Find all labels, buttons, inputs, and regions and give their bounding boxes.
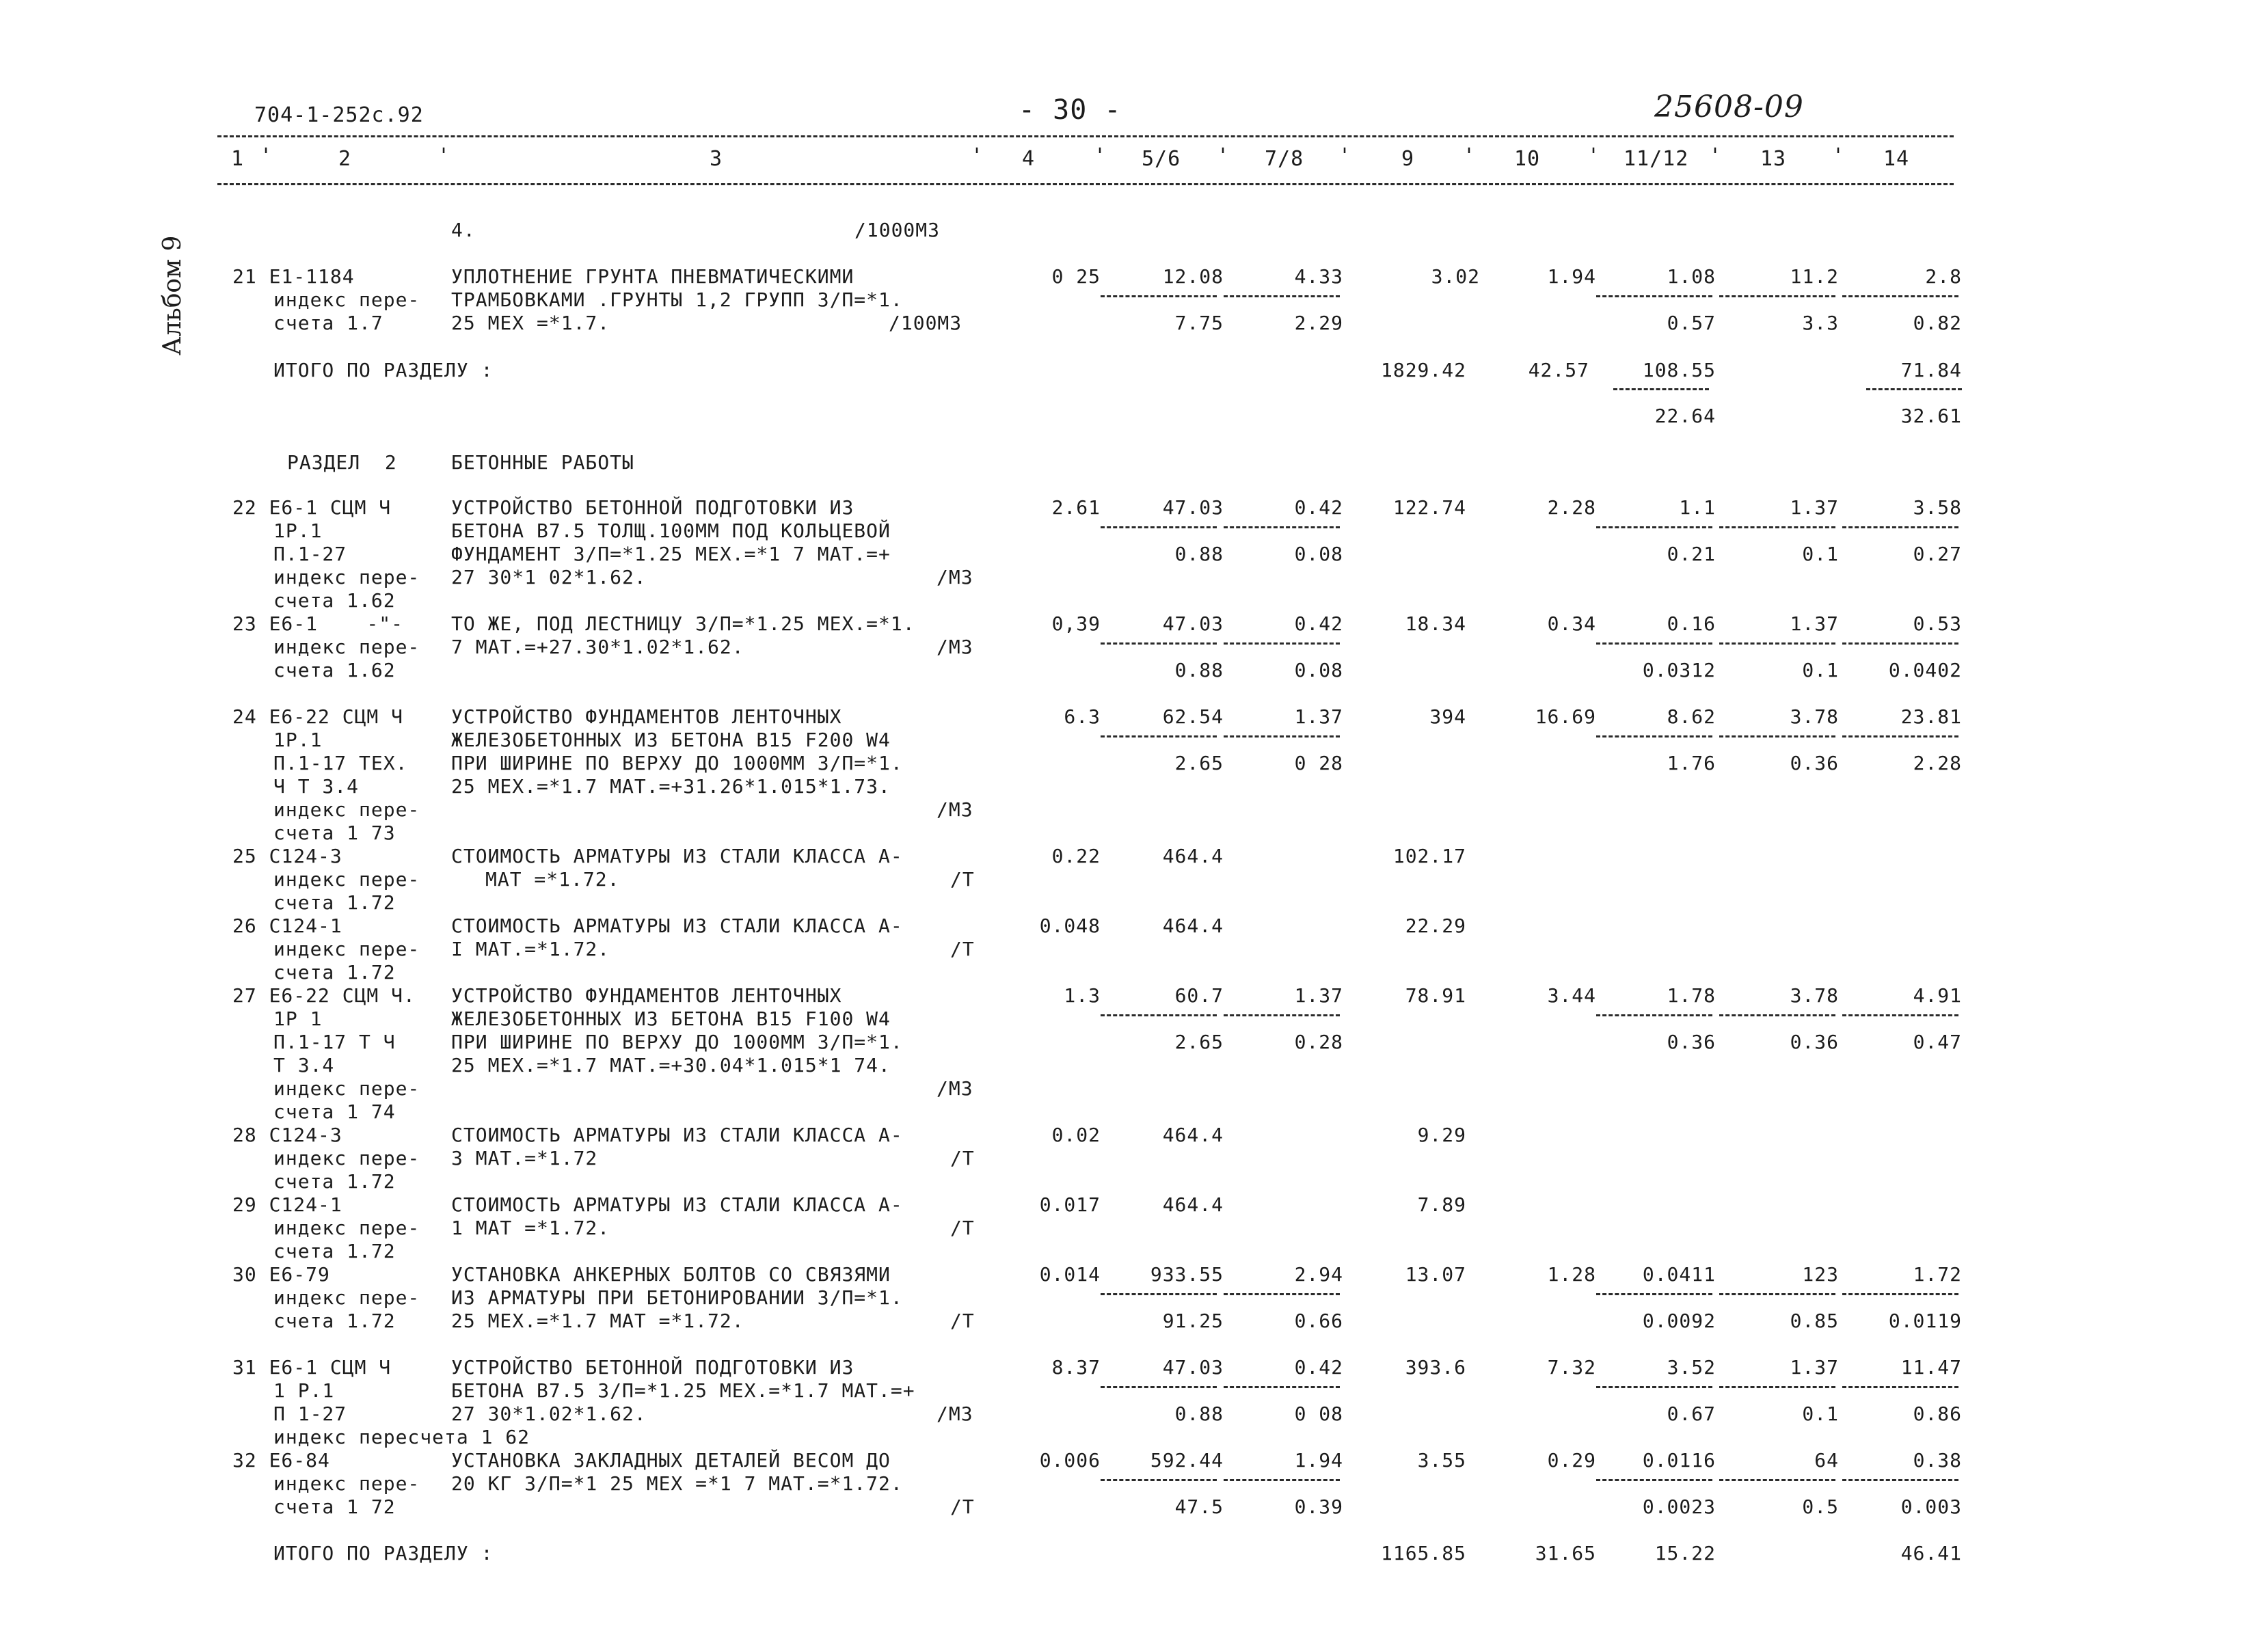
value-cell: 7.32 (1547, 1356, 1596, 1379)
value-cell: 0.048 (1039, 915, 1101, 937)
value-cell: 933.55 (1150, 1263, 1224, 1286)
value-cell: 47.5 (1174, 1495, 1224, 1518)
value-cell: 0.34 (1547, 612, 1596, 635)
value-cell: 0 25 (1051, 265, 1101, 288)
text-line: счета 1.72 (273, 1170, 396, 1193)
text-line: /Т (950, 868, 975, 891)
value-cell: 0.42 (1294, 496, 1343, 519)
text-line: 27 Е6-22 СЦМ Ч. (232, 984, 416, 1007)
fraction-line (1224, 526, 1340, 528)
fraction-line (1224, 295, 1340, 297)
value-cell: 1.1 (1679, 496, 1716, 519)
text-line: 7 МАТ.=+27.30*1.02*1.62. (451, 636, 744, 658)
value-cell: 1.37 (1790, 496, 1839, 519)
fraction-line (1101, 1479, 1217, 1481)
fraction-line (1101, 1014, 1217, 1016)
value-cell: 464.4 (1162, 915, 1224, 937)
value-cell: 4.91 (1913, 984, 1962, 1007)
value-cell: 46.41 (1900, 1542, 1962, 1565)
value-cell: 64 (1814, 1449, 1839, 1472)
value-cell: 0.67 (1667, 1403, 1716, 1425)
fraction-line (1719, 735, 1835, 737)
column-header-10: 10 (1514, 147, 1541, 171)
page-number: - 30 - (1019, 94, 1122, 126)
value-cell: 0.38 (1913, 1449, 1962, 1472)
value-cell: 2.94 (1294, 1263, 1343, 1286)
value-cell: 1.3 (1064, 984, 1101, 1007)
text-line: /Т (950, 938, 975, 960)
album-number: 25608-09 (1654, 90, 1804, 124)
value-cell: 0.42 (1294, 612, 1343, 635)
value-cell: 0 28 (1294, 752, 1343, 774)
value-cell: 22.29 (1405, 915, 1466, 937)
text-line: 32 Е6-84 (232, 1449, 330, 1472)
fraction-line (1224, 1479, 1340, 1481)
value-cell: 2.28 (1913, 752, 1962, 774)
text-line: 1 МАТ =*1.72. (451, 1217, 610, 1239)
value-cell: 3.78 (1790, 984, 1839, 1007)
value-cell: 1.94 (1294, 1449, 1343, 1472)
fraction-line (1101, 735, 1217, 737)
column-separator: ' (1832, 144, 1846, 168)
text-line: ПРИ ШИРИНЕ ПО ВЕРХУ ДО 1000ММ З/П=*1. (451, 752, 903, 774)
value-cell: 78.91 (1405, 984, 1466, 1007)
text-line: 1 Р.1 (273, 1379, 335, 1402)
fraction-line (1224, 1293, 1340, 1295)
fraction-line (1224, 1386, 1340, 1388)
value-cell: 60.7 (1174, 984, 1224, 1007)
fraction-line (1596, 295, 1712, 297)
value-cell: 1.37 (1790, 612, 1839, 635)
text-line: СТОИМОСТЬ АРМАТУРЫ ИЗ СТАЛИ КЛАССА А- (451, 915, 903, 937)
value-cell: 8.62 (1667, 705, 1716, 728)
column-separator: ' (437, 144, 451, 168)
text-line: 3 МАТ.=*1.72 (451, 1147, 598, 1169)
column-header-4: 4 (1022, 147, 1036, 171)
fraction-line (1719, 642, 1835, 645)
value-cell: 122.74 (1392, 496, 1466, 519)
text-line: 23 Е6-1 -"- (232, 612, 404, 635)
column-header-9: 9 (1401, 147, 1415, 171)
text-line: УСТАНОВКА АНКЕРНЫХ БОЛТОВ СО СВЯЗЯМИ (451, 1263, 891, 1286)
value-cell: 0.36 (1790, 1031, 1839, 1053)
text-line: ФУНДАМЕНТ З/П=*1.25 МЕХ.=*1 7 МАТ.=+ (451, 543, 891, 565)
text-line: индекс пере- (273, 798, 420, 821)
fraction-line (1842, 735, 1958, 737)
text-line: ИЗ АРМАТУРЫ ПРИ БЕТОНИРОВАНИИ З/П=*1. (451, 1286, 903, 1309)
value-cell: 2.65 (1174, 1031, 1224, 1053)
fraction-line (1101, 642, 1217, 645)
text-line: /М3 (937, 1403, 973, 1425)
value-cell: 47.03 (1162, 1356, 1224, 1379)
value-cell: 464.4 (1162, 1193, 1224, 1216)
text-line: /Т (950, 1147, 975, 1169)
text-line: РАЗДЕЛ 2 (287, 451, 397, 474)
text-line: счета 1 72 (273, 1495, 396, 1518)
text-line: 25 МЕХ =*1.7. (451, 312, 610, 334)
value-cell: 0.0116 (1642, 1449, 1716, 1472)
text-line: индекс пере- (273, 636, 420, 658)
column-separator: ' (971, 144, 984, 168)
fraction-line (1224, 735, 1340, 737)
value-cell: 102.17 (1392, 845, 1466, 867)
value-cell: 0.28 (1294, 1031, 1343, 1053)
fraction-line (1719, 295, 1835, 297)
text-line: /М3 (937, 566, 973, 588)
text-line: ПРИ ШИРИНЕ ПО ВЕРХУ ДО 1000ММ З/П=*1. (451, 1031, 903, 1053)
value-cell: 0.85 (1790, 1310, 1839, 1332)
value-cell: 464.4 (1162, 1124, 1224, 1146)
text-line: счета 1.7 (273, 312, 383, 334)
text-line: индекс пере- (273, 566, 420, 588)
text-line: 25 МЕХ.=*1.7 МАТ.=+31.26*1.015*1.73. (451, 775, 891, 798)
value-cell: 0.57 (1667, 312, 1716, 334)
value-cell: 62.54 (1162, 705, 1224, 728)
fraction-line (1596, 642, 1712, 645)
value-cell: 0.53 (1913, 612, 1962, 635)
value-cell: 0.1 (1802, 543, 1839, 565)
text-line: ИТОГО ПО РАЗДЕЛУ : (273, 1542, 494, 1565)
value-cell: 0.29 (1547, 1449, 1596, 1472)
text-line: 29 С124-1 (232, 1193, 342, 1216)
value-cell: 3.44 (1547, 984, 1596, 1007)
value-cell: 0.88 (1174, 543, 1224, 565)
text-line: Ч Т 3.4 (273, 775, 360, 798)
fraction-line (1596, 1293, 1712, 1295)
value-cell: 0.36 (1790, 752, 1839, 774)
column-header-13: 13 (1760, 147, 1787, 171)
text-line: 22 Е6-1 СЦМ Ч (232, 496, 392, 519)
value-cell: 15.22 (1654, 1542, 1716, 1565)
value-cell: 3.55 (1417, 1449, 1466, 1472)
value-cell: 4.33 (1294, 265, 1343, 288)
value-cell: 0 08 (1294, 1403, 1343, 1425)
text-line: 25 МЕХ.=*1.7 МАТ.=+30.04*1.015*1 74. (451, 1054, 891, 1076)
text-line: 31 Е6-1 СЦМ Ч (232, 1356, 392, 1379)
value-cell: 7.89 (1417, 1193, 1466, 1216)
text-line: 26 С124-1 (232, 915, 342, 937)
value-cell: 123 (1802, 1263, 1839, 1286)
value-cell: 91.25 (1162, 1310, 1224, 1332)
text-line: /Т (950, 1495, 975, 1518)
fraction-line (1101, 526, 1217, 528)
value-cell: 1.37 (1294, 984, 1343, 1007)
fraction-line (1596, 526, 1712, 528)
value-cell: 71.84 (1900, 359, 1962, 381)
fraction-line (1719, 526, 1835, 528)
value-cell: 3.3 (1802, 312, 1839, 334)
value-cell: 0.42 (1294, 1356, 1343, 1379)
text-line: ТО ЖЕ, ПОД ЛЕСТНИЦУ З/П=*1.25 МЕХ.=*1. (451, 612, 915, 635)
fraction-line (1613, 388, 1709, 390)
value-cell: 0.88 (1174, 659, 1224, 681)
fraction-line (1866, 388, 1962, 390)
text-line: БЕТОНА В7.5 ТОЛЩ.100ММ ПОД КОЛЬЦЕВОЙ (451, 519, 891, 542)
text-line: индекс пере- (273, 1217, 420, 1239)
text-line: индекс пере- (273, 1286, 420, 1309)
value-cell: 42.57 (1528, 359, 1589, 381)
fraction-line (1842, 1014, 1958, 1016)
value-cell: 0.0312 (1642, 659, 1716, 681)
text-line: Т 3.4 (273, 1054, 335, 1076)
column-separator: ' (1094, 144, 1107, 168)
text-line: 20 КГ З/П=*1 25 МЕХ =*1 7 МАТ.=*1.72. (451, 1472, 903, 1495)
text-line: индекс пересчета 1 62 (273, 1426, 530, 1448)
text-line: 1Р 1 (273, 1007, 323, 1030)
value-cell: 0,39 (1051, 612, 1101, 635)
text-line: счета 1.72 (273, 891, 396, 914)
text-line: 30 Е6-79 (232, 1263, 330, 1286)
fraction-line (1842, 642, 1958, 645)
value-cell: 0.017 (1039, 1193, 1101, 1216)
text-line: ЖЕЛЕЗОБЕТОННЫХ ИЗ БЕТОНА В15 F200 W4 (451, 729, 891, 751)
value-cell: 2.28 (1547, 496, 1596, 519)
value-cell: 18.34 (1405, 612, 1466, 635)
text-line: БЕТОНА В7.5 З/П=*1.25 МЕХ.=*1.7 МАТ.=+ (451, 1379, 915, 1402)
text-line: /Т (950, 1217, 975, 1239)
fraction-line (1842, 526, 1958, 528)
value-cell: 1.28 (1547, 1263, 1596, 1286)
value-cell: 31.65 (1535, 1542, 1596, 1565)
value-cell: 0.36 (1667, 1031, 1716, 1053)
value-cell: 1.78 (1667, 984, 1716, 1007)
column-separator: ' (1217, 144, 1230, 168)
value-cell: 0.88 (1174, 1403, 1224, 1425)
text-line: счета 1.62 (273, 659, 396, 681)
value-cell: 0.22 (1051, 845, 1101, 867)
fraction-line (1719, 1293, 1835, 1295)
value-cell: 1.76 (1667, 752, 1716, 774)
value-cell: 7.75 (1174, 312, 1224, 334)
fraction-line (1842, 1293, 1958, 1295)
column-header-2: 2 (338, 147, 352, 171)
value-cell: 0.1 (1802, 1403, 1839, 1425)
text-line: счета 1 73 (273, 822, 396, 844)
text-line: 27 30*1.02*1.62. (451, 1403, 647, 1425)
column-separator: ' (260, 144, 273, 168)
value-cell: 47.03 (1162, 496, 1224, 519)
value-cell: 8.37 (1051, 1356, 1101, 1379)
fraction-line (1719, 1014, 1835, 1016)
fraction-line (1596, 1479, 1712, 1481)
value-cell: 0.0411 (1642, 1263, 1716, 1286)
text-line: /100М3 (889, 312, 962, 334)
text-line: /Т (950, 1310, 975, 1332)
value-cell: 23.81 (1900, 705, 1962, 728)
value-cell: 3.58 (1913, 496, 1962, 519)
value-cell: 0.27 (1913, 543, 1962, 565)
value-cell: 1.37 (1294, 705, 1343, 728)
value-cell: 394 (1429, 705, 1466, 728)
column-header-1: 1 (231, 147, 245, 171)
text-line: УСТАНОВКА ЗАКЛАДНЫХ ДЕТАЛЕЙ ВЕСОМ ДО (451, 1449, 891, 1472)
text-line: 25 МЕХ.=*1.7 МАТ =*1.72. (451, 1310, 744, 1332)
column-separator: ' (1709, 144, 1723, 168)
value-cell: 0.16 (1667, 612, 1716, 635)
fraction-line (1224, 1014, 1340, 1016)
value-cell: 0.5 (1802, 1495, 1839, 1518)
column-header-3: 3 (710, 147, 723, 171)
value-cell: 2.8 (1925, 265, 1962, 288)
value-cell: 0.86 (1913, 1403, 1962, 1425)
text-line: П 1-27 (273, 1403, 347, 1425)
value-cell: 1829.42 (1380, 359, 1466, 381)
document-code: 704-1-252c.92 (254, 103, 424, 127)
value-cell: 0.003 (1900, 1495, 1962, 1518)
text-line: П.1-17 Т Ч (273, 1031, 396, 1053)
column-header-11-12: 11/12 (1624, 147, 1689, 171)
text-line: 25 С124-3 (232, 845, 342, 867)
fraction-line (1596, 735, 1712, 737)
value-cell: 0.0092 (1642, 1310, 1716, 1332)
text-line: счета 1.72 (273, 1310, 396, 1332)
value-cell: 0.08 (1294, 659, 1343, 681)
fraction-line (1842, 295, 1958, 297)
text-line: СТОИМОСТЬ АРМАТУРЫ ИЗ СТАЛИ КЛАССА А- (451, 1193, 903, 1216)
column-separator: ' (1338, 144, 1352, 168)
text-line: счета 1.72 (273, 961, 396, 984)
text-line: УСТРОЙСТВО ФУНДАМЕНТОВ ЛЕНТОЧНЫХ (451, 984, 842, 1007)
value-cell: 0.82 (1913, 312, 1962, 334)
value-cell: 22.64 (1654, 405, 1716, 427)
value-cell: 3.52 (1667, 1356, 1716, 1379)
text-line: I МАТ.=*1.72. (451, 938, 610, 960)
fraction-line (1842, 1479, 1958, 1481)
value-cell: 1165.85 (1380, 1542, 1466, 1565)
header-rule-bottom (217, 183, 1954, 185)
value-cell: 9.29 (1417, 1124, 1466, 1146)
fraction-line (1719, 1479, 1835, 1481)
text-line: 4. (451, 219, 476, 241)
value-cell: 13.07 (1405, 1263, 1466, 1286)
column-separator: ' (1587, 144, 1601, 168)
value-cell: 6.3 (1064, 705, 1101, 728)
value-cell: 0.66 (1294, 1310, 1343, 1332)
text-line: 28 С124-3 (232, 1124, 342, 1146)
fraction-line (1596, 1386, 1712, 1388)
text-line: индекс пере- (273, 288, 420, 311)
text-line: ТРАМБОВКАМИ .ГРУНТЫ 1,2 ГРУПП З/П=*1. (451, 288, 903, 311)
text-line: МАТ =*1.72. (485, 868, 620, 891)
text-line: /М3 (937, 636, 973, 658)
value-cell: 3.02 (1431, 265, 1480, 288)
text-line: /М3 (937, 798, 973, 821)
text-line: 1Р.1 (273, 519, 323, 542)
value-cell: 1.72 (1913, 1263, 1962, 1286)
text-line: СТОИМОСТЬ АРМАТУРЫ ИЗ СТАЛИ КЛАССА А- (451, 1124, 903, 1146)
value-cell: 11.47 (1900, 1356, 1962, 1379)
text-line: 27 30*1 02*1.62. (451, 566, 647, 588)
value-cell: 3.78 (1790, 705, 1839, 728)
value-cell: 0.0023 (1642, 1495, 1716, 1518)
value-cell: 0.08 (1294, 543, 1343, 565)
side-album-label: Альбом 9 (159, 235, 187, 355)
text-line: УПЛОТНЕНИЕ ГРУНТА ПНЕВМАТИЧЕСКИМИ (451, 265, 854, 288)
value-cell: 0.39 (1294, 1495, 1343, 1518)
value-cell: 464.4 (1162, 845, 1224, 867)
text-line: 24 Е6-22 СЦМ Ч (232, 705, 404, 728)
text-line: ЖЕЛЕЗОБЕТОННЫХ ИЗ БЕТОНА В15 F100 W4 (451, 1007, 891, 1030)
fraction-line (1101, 295, 1217, 297)
text-line: индекс пере- (273, 1472, 420, 1495)
value-cell: 0.47 (1913, 1031, 1962, 1053)
fraction-line (1596, 1014, 1712, 1016)
text-line: 21 Е1-1184 (232, 265, 355, 288)
value-cell: 0.02 (1051, 1124, 1101, 1146)
value-cell: 32.61 (1900, 405, 1962, 427)
value-cell: 0.0119 (1888, 1310, 1962, 1332)
text-line: индекс пере- (273, 868, 420, 891)
text-line: УСТРОЙСТВО ФУНДАМЕНТОВ ЛЕНТОЧНЫХ (451, 705, 842, 728)
column-header-7-8: 7/8 (1265, 147, 1304, 171)
value-cell: 0.1 (1802, 659, 1839, 681)
header-rule-top (217, 135, 1954, 137)
value-cell: 1.94 (1547, 265, 1596, 288)
fraction-line (1224, 642, 1340, 645)
value-cell: 16.69 (1535, 705, 1596, 728)
value-cell: 2.29 (1294, 312, 1343, 334)
value-cell: 12.08 (1162, 265, 1224, 288)
text-line: П.1-17 ТЕХ. (273, 752, 408, 774)
value-cell: 1.37 (1790, 1356, 1839, 1379)
value-cell: 592.44 (1150, 1449, 1224, 1472)
fraction-line (1101, 1293, 1217, 1295)
column-separator: ' (1463, 144, 1477, 168)
column-header-5-6: 5/6 (1142, 147, 1181, 171)
text-line: /М3 (937, 1077, 973, 1100)
value-cell: 2.65 (1174, 752, 1224, 774)
fraction-line (1101, 1386, 1217, 1388)
text-line: счета 1 74 (273, 1100, 396, 1123)
value-cell: 0.21 (1667, 543, 1716, 565)
text-line: индекс пере- (273, 1147, 420, 1169)
text-line: индекс пере- (273, 1077, 420, 1100)
text-line: счета 1.62 (273, 589, 396, 612)
value-cell: 11.2 (1790, 265, 1839, 288)
value-cell: 0.006 (1039, 1449, 1101, 1472)
text-line: индекс пере- (273, 938, 420, 960)
value-cell: 2.61 (1051, 496, 1101, 519)
column-header-14: 14 (1883, 147, 1910, 171)
fraction-line (1842, 1386, 1958, 1388)
text-line: СТОИМОСТЬ АРМАТУРЫ ИЗ СТАЛИ КЛАССА А- (451, 845, 903, 867)
text-line: ИТОГО ПО РАЗДЕЛУ : (273, 359, 494, 381)
value-cell: 393.6 (1405, 1356, 1466, 1379)
value-cell: 0.014 (1039, 1263, 1101, 1286)
value-cell: 47.03 (1162, 612, 1224, 635)
text-line: счета 1.72 (273, 1240, 396, 1262)
text-line: /1000М3 (854, 219, 941, 241)
text-line: УСТРОЙСТВО БЕТОННОЙ ПОДГОТОВКИ ИЗ (451, 496, 854, 519)
fraction-line (1719, 1386, 1835, 1388)
text-line: П.1-27 (273, 543, 347, 565)
value-cell: 0.0402 (1888, 659, 1962, 681)
value-cell: 1.08 (1667, 265, 1716, 288)
text-line: БЕТОННЫЕ РАБОТЫ (451, 451, 634, 474)
value-cell: 108.55 (1642, 359, 1716, 381)
text-line: УСТРОЙСТВО БЕТОННОЙ ПОДГОТОВКИ ИЗ (451, 1356, 854, 1379)
text-line: 1Р.1 (273, 729, 323, 751)
